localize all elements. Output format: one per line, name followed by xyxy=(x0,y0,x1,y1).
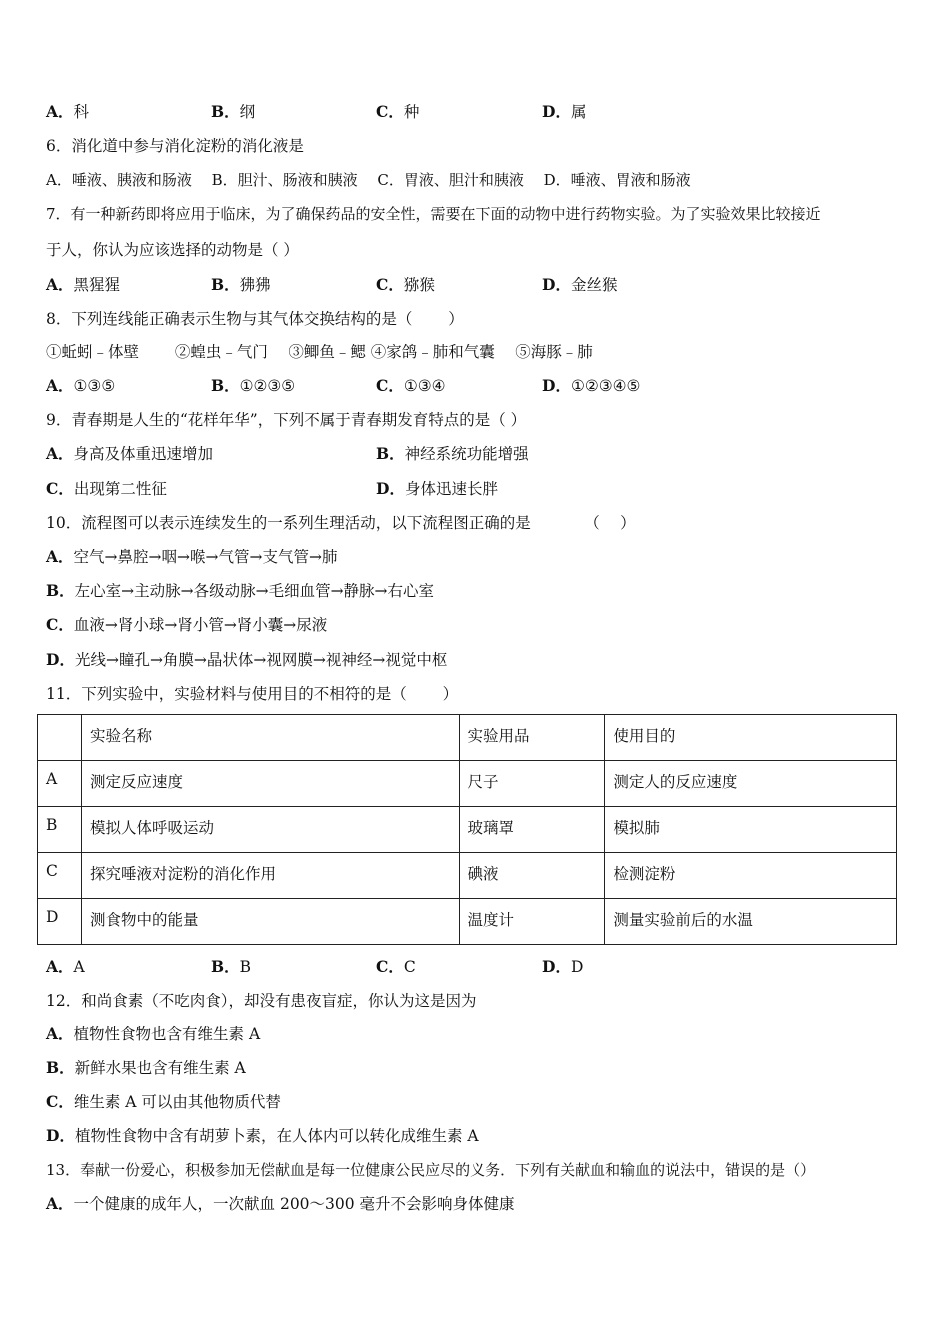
q12-option-c: C．维生素 A 可以由其他物质代替 xyxy=(46,1092,281,1111)
table-cell: B xyxy=(38,807,82,853)
table-cell: 测定反应速度 xyxy=(81,761,459,807)
table-cell: 碘液 xyxy=(459,853,605,899)
table-cell: 温度计 xyxy=(459,899,605,945)
q10-option-c: C．血液→肾小球→肾小管→肾小囊→尿液 xyxy=(46,615,328,634)
table-cell: 玻璃罩 xyxy=(459,807,605,853)
q10-option-b: B．左心室→主动脉→各级动脉→毛细血管→静脉→右心室 xyxy=(46,581,435,600)
q6-stem: 6．消化道中参与消化淀粉的消化液是 xyxy=(46,137,304,155)
table-cell xyxy=(38,715,82,761)
table-row xyxy=(38,807,897,853)
q10-option-a: A．空气→鼻腔→咽→喉→气管→支气管→肺 xyxy=(46,547,338,566)
table-header-cell: 实验用品 xyxy=(459,715,605,761)
q5-option-d: D．属 xyxy=(542,102,587,121)
experiment-table xyxy=(37,714,897,945)
table-cell: 检测淀粉 xyxy=(605,853,897,899)
q5-option-b: B．纲 xyxy=(211,102,256,121)
q7-option-d: D．金丝猴 xyxy=(542,275,618,294)
q8-option-c: C．①③④ xyxy=(376,376,446,395)
table-cell: 测量实验前后的水温 xyxy=(605,899,897,945)
q10-stem: 10．流程图可以表示连续发生的一系列生理活动，以下流程图正确的是 （ ） xyxy=(46,514,636,532)
q5-option-a: A．科 xyxy=(46,102,90,121)
q9-option-d: D．身体迅速长胖 xyxy=(376,479,498,498)
q11-option-a: A．A xyxy=(46,957,85,976)
table-cell: C xyxy=(38,853,82,899)
table-cell: D xyxy=(38,899,82,945)
table-header-row xyxy=(38,715,897,761)
q11-option-b: B．B xyxy=(211,957,251,976)
q8-option-a: A．①③⑤ xyxy=(46,376,116,395)
q9-stem: 9．青春期是人生的“花样年华”，下列不属于青春期发育特点的是（ ） xyxy=(46,411,527,429)
q7-stem-line1: 7．有一种新药即将应用于临床，为了确保药品的安全性，需要在下面的动物中进行药物实验。为了实验效果比较接近 xyxy=(46,205,821,223)
q7-stem-line2: 于人，你认为应该选择的动物是（ ） xyxy=(46,241,299,259)
q9-option-c: C．出现第二性征 xyxy=(46,479,167,498)
table-cell: 模拟人体呼吸运动 xyxy=(81,807,459,853)
table-cell: 模拟肺 xyxy=(605,807,897,853)
table-row xyxy=(38,853,897,899)
q8-stem: 8．下列连线能正确表示生物与其气体交换结构的是（ ） xyxy=(46,310,464,328)
table-row xyxy=(38,761,897,807)
q12-option-d: D．植物性食物中含有胡萝卜素，在人体内可以转化成维生素 A xyxy=(46,1126,479,1145)
q12-stem: 12．和尚食素（不吃肉食），却没有患夜盲症，你认为这是因为 xyxy=(46,992,477,1010)
table-cell: A xyxy=(38,761,82,807)
q6-options: A．唾液、胰液和肠液 B．胆汁、肠液和胰液 C．胃液、胆汁和胰液 D．唾液、胃液和肠液 xyxy=(46,171,691,189)
q5-option-c: C．种 xyxy=(376,102,420,121)
table-row xyxy=(38,899,897,945)
q13-option-a: A．一个健康的成年人，一次献血 200～300 毫升不会影响身体健康 xyxy=(46,1194,515,1213)
q11-option-c: C．C xyxy=(376,957,416,976)
q12-option-b: B．新鲜水果也含有维生素 A xyxy=(46,1058,246,1077)
q13-stem: 13．奉献一份爱心，积极参加无偿献血是每一位健康公民应尽的义务．下列有关献血和输血的说法中，错误的是（） xyxy=(46,1161,816,1179)
table-cell: 尺子 xyxy=(459,761,605,807)
q8-option-b: B．①②③⑤ xyxy=(211,376,296,395)
table-header-cell: 实验名称 xyxy=(81,715,459,761)
table-cell: 探究唾液对淀粉的消化作用 xyxy=(81,853,459,899)
table-cell: 测食物中的能量 xyxy=(81,899,459,945)
q12-option-a: A．植物性食物也含有维生素 A xyxy=(46,1024,261,1043)
q7-option-a: A．黑猩猩 xyxy=(46,275,121,294)
q8-option-d: D．①②③④⑤ xyxy=(542,376,641,395)
q9-option-a: A．身高及体重迅速增加 xyxy=(46,444,214,463)
q7-option-c: C．猕猴 xyxy=(376,275,435,294)
q9-option-b: B．神经系统功能增强 xyxy=(376,444,529,463)
q10-option-d: D．光线→瞳孔→角膜→晶状体→视网膜→视神经→视觉中枢 xyxy=(46,650,448,669)
q11-option-d: D．D xyxy=(542,957,584,976)
q8-items: ①蚯蚓﹣体壁 ②蝗虫﹣气门 ③鲫鱼﹣鳃 ④家鸽﹣肺和气囊 ⑤海豚﹣肺 xyxy=(46,343,593,361)
table-cell: 测定人的反应速度 xyxy=(605,761,897,807)
table-header-cell: 使用目的 xyxy=(605,715,897,761)
q7-option-b: B．狒狒 xyxy=(211,275,271,294)
q11-stem: 11．下列实验中，实验材料与使用目的不相符的是（ ） xyxy=(46,685,459,703)
